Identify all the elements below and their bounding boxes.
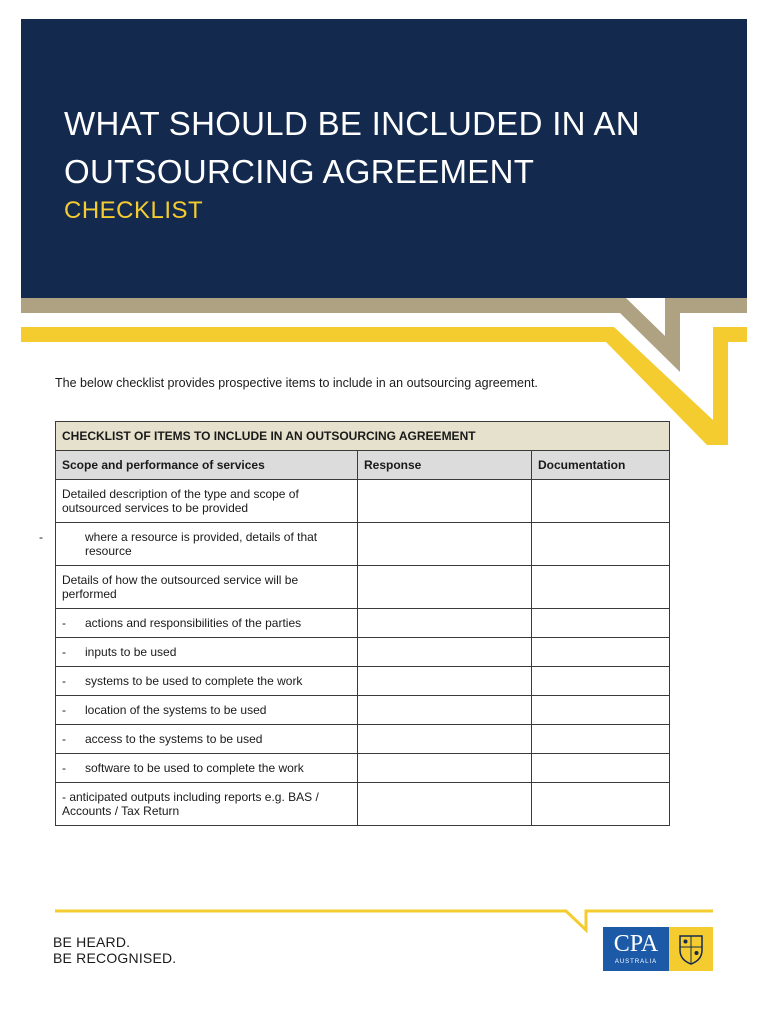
tagline-line-2: BE RECOGNISED. bbox=[53, 950, 177, 966]
column-header-response: Response bbox=[358, 451, 532, 480]
page-subtitle: CHECKLIST bbox=[64, 197, 204, 224]
table-caption: CHECKLIST OF ITEMS TO INCLUDE IN AN OUTSOURCING AGREEMENT bbox=[56, 422, 670, 451]
logo-sub-text: AUSTRALIA bbox=[614, 959, 658, 965]
item-text: inputs to be used bbox=[85, 645, 177, 659]
cpa-logo bbox=[603, 927, 713, 971]
item-bullet: - bbox=[62, 732, 66, 746]
item-bullet: - bbox=[62, 761, 66, 775]
item-bullet: - bbox=[39, 530, 43, 544]
intro-text: The below checklist provides prospective items to include in an outsourcing agreement. bbox=[55, 376, 538, 390]
page-title: WHAT SHOULD BE INCLUDED IN AN OUTSOURCING AGREEMENT bbox=[64, 105, 640, 190]
logo-mark-text: CPA bbox=[613, 931, 659, 957]
item-text: - anticipated outputs including reports e.g. BAS / Accounts / Tax Return bbox=[62, 790, 319, 818]
item-text: actions and responsibilities of the parties bbox=[85, 616, 302, 630]
item-text: location of the systems to be used bbox=[85, 703, 267, 717]
item-bullet: - bbox=[62, 674, 66, 688]
item-text: systems to be used to complete the work bbox=[85, 674, 303, 688]
footer-tagline bbox=[53, 934, 176, 966]
item-bullet: - bbox=[62, 616, 66, 630]
item-text: where a resource is provided, details of that resource bbox=[85, 530, 318, 558]
item-text: Detailed description of the type and scope of outsourced services to be provided bbox=[62, 487, 299, 515]
logo-wordmark bbox=[603, 927, 669, 971]
item-text: software to be used to complete the work bbox=[85, 761, 304, 775]
item-bullet: - bbox=[62, 645, 66, 659]
item-text: access to the systems to be used bbox=[85, 732, 263, 746]
item-bullet: - bbox=[62, 703, 66, 717]
column-header-scope: Scope and performance of services bbox=[56, 451, 358, 480]
column-header-documentation: Documentation bbox=[532, 451, 670, 480]
item-text: Details of how the outsourced service will be performed bbox=[62, 573, 299, 601]
crest-icon bbox=[669, 927, 713, 971]
tagline-line-1: BE HEARD. bbox=[53, 934, 131, 950]
